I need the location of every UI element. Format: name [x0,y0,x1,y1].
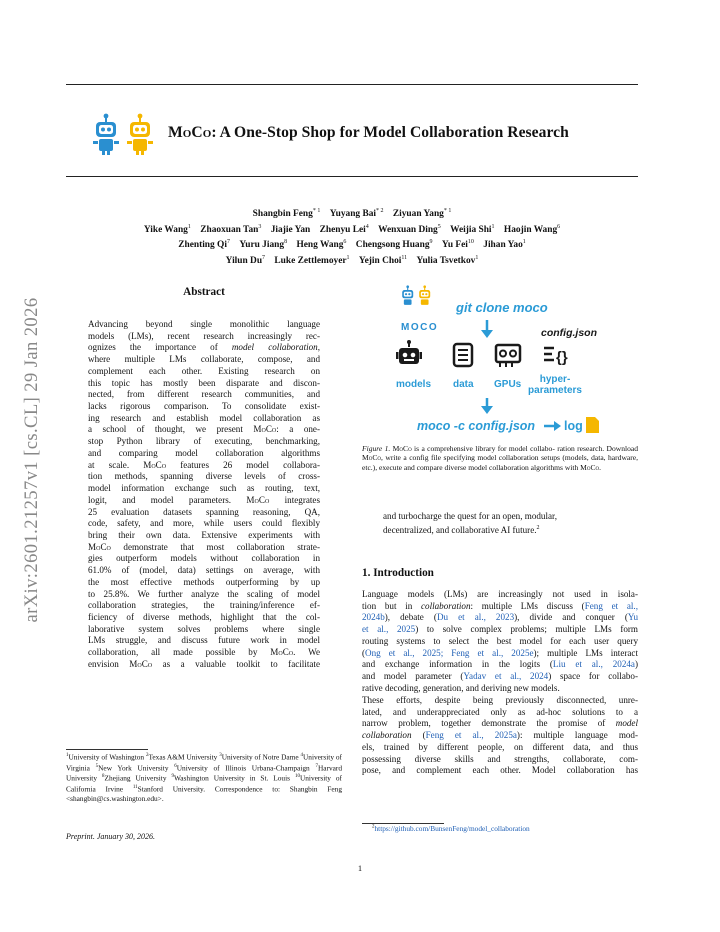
document-data-icon [454,344,472,366]
citation-link[interactable]: Yadav et al., 2024 [463,671,549,682]
author-name: Heng Wang [296,240,344,251]
abstract-line: tion methods, spanning diverse levels of cross- [88,471,320,482]
section-heading-introduction: 1. Introduction [362,567,434,579]
abstract-line: and comparing model collaboration algorithms [88,447,320,458]
abstract-line: lacks rigorous comparison. To consolidate exist- [88,401,320,412]
moco-logo-icon [402,285,430,304]
hyperparameters-icon [544,348,568,366]
citation-link[interactable]: Feng et al., 2025a [425,730,517,741]
author-name: Yu Fei [441,240,468,251]
paragraph-line: et al., 2025) to solve complex problems; multiple LMs form [362,624,638,635]
abstract-line: ognizes the importance of model collaboration, [88,342,320,353]
author-name: Ziyuan Yang [392,209,444,220]
abstract-line: collaboration, all made possible by MoCo. We [88,647,320,658]
paragraph-line: and exchange information in the logits (Liu et al., 2024a) [362,659,638,670]
abstract-line: stop Python library of executing, benchmarking, [88,436,320,447]
author-name: Weijia Shi [450,224,492,235]
abstract-line: nected, from different research communities, and [88,389,320,400]
affiliations-footnote: $^1$University of Washington $^2$Texas A&M University $^3$University of Notre Dame $^4$University of Virginia $^5$New York University $^6$University of Illinois Urbana-Champaign $^7$Harvard University $^8$Zhejiang University $^9$Washington University in St. Louis $^{10}$University of California Irvine $^{11}$Stanford University. Correspondence to: Shangbin Feng <shangbin@cs.washington.edu>. [66,752,342,803]
hyper-label: hyper- [539,374,571,385]
git-clone-label: git clone moco [456,300,548,315]
abstract-line: gies outperform models without collaboration in [88,553,320,564]
page-number: 1 [357,863,363,873]
paragraph-line: These efforts, despite being previously disconnected, unre- [362,695,638,705]
paper-title: MoCo: A One-Stop Shop for Model Collaboration Research [168,124,569,141]
run-command-label: moco -c config.json [417,419,536,433]
models-label: models [396,379,432,390]
config-json-label: config.json [541,327,597,339]
abstract-heading: Abstract [183,286,225,298]
abstract-line: to 25.8%. We further analyze the scaling of model [88,588,320,599]
paragraph-line: and model parameter (Yadav et al., 2024) space for collabo- [362,671,638,682]
paragraph-line: possessing diverse skills and strengths, collaborate, com- [362,753,638,764]
preprint-note: Preprint. January 30, 2026. [66,832,156,841]
data-label: data [453,379,474,390]
figure-1 [362,282,638,438]
author-name: Haojin Wang [503,224,558,235]
citation-link[interactable]: 2024b [362,612,385,623]
abstract-line: MoCo demonstrate that most collaboration strate- [88,541,320,552]
paragraph-line: lated, and underappreciated only as ad-hoc solutions to a [362,706,638,717]
abstract-line: where multiple LMs collaborate, compose, and [88,354,320,365]
author-list [66,205,638,267]
abstract-line: code, safety, and more, while users could flexibly [88,518,320,529]
author-name: Yuru Jiang [239,240,285,251]
paragraph-line: rative decoding, generation, and deriving new models. [362,682,560,693]
abstract-line: bring their own data. Extensive experiments with [88,529,320,540]
citation-link[interactable]: Ong et al., 2025; Feng et al., 2025e [365,647,534,658]
paragraph-line: routing systems to select the best model for each user query [362,635,638,646]
intro-paragraph-2 [362,695,638,777]
intro-paragraph-1 [362,589,638,694]
robot-logo-icon [92,111,158,155]
footnote-rule [66,749,148,750]
github-footnote: $^2$https://github.com/BunsenFeng/model_collaboration [372,824,530,833]
author-name: Jihan Yao [483,240,523,251]
author-line: Shangbin Feng$^{* 1}$ Yuyang Bai$^{* 2}$ Ziyuan Yang$^{* 1}$ [252,208,452,220]
author-name: Jiajie Yan [270,224,311,235]
citation-link[interactable]: Du et al., 2023 [436,612,515,623]
arxiv-watermark: arXiv:2601.21257v1 [cs.CL] 29 Jan 2026 [21,296,42,623]
title-row [92,110,640,156]
abstract-line: ficiency of diverse methods, highlight that the col- [88,611,320,622]
citation-link[interactable]: et al., 2025 [362,624,416,635]
citation-link[interactable]: Yu [627,612,638,623]
abstract-line: the most effective methods outperforming by up [88,576,320,587]
abstract-line: laborative system solves problems where single [88,623,320,634]
abstract-line: a school of thought, we present MoCo: a one- [88,424,320,435]
paragraph-line: tion but in collaboration: multiple LMs discuss (Feng et al., [362,600,638,611]
author-line: Yilun Du$^7$ Luke Zettlemoyer$^1$ Yejin Choi$^{11}$ Yulia Tsvetkov$^1$ [225,254,479,266]
abstract-line: 25 evaluation datasets spanning reasoning, QA, [88,506,320,517]
abstract-line: this topic has mostly been disparate and discon- [88,377,320,388]
author-name: Zhenting Qi [178,240,227,251]
citation-link[interactable]: Feng et al., [584,600,638,611]
robot-model-icon [396,340,422,364]
author-name: Yejin Choi [358,255,402,266]
github-link[interactable]: https://github.com/BunsenFeng/model_collaboration [374,824,530,833]
gpu-chip-icon [496,345,520,367]
author-name: Yulia Tsvetkov [416,255,476,266]
author-name: Shangbin Feng [252,209,313,220]
citation-link[interactable]: Liu et al., 2024a [552,659,635,670]
arrow-right-icon [544,421,561,431]
figure-caption: Figure 1. MoCo is a comprehensive library for model collabo- ration research. Download MoCo, write a config file specifying model collaboration setups (models, data, hardware, etc.), execute and compare diverse model collaboration algorithms with MoCo. [362,444,638,472]
abstract-line: logit, and model parameters. MoCo integrates [88,494,320,505]
author-name: Yuyang Bai [329,209,376,220]
author-name: Wenxuan Ding [378,224,438,235]
parameters-label: parameters [528,385,582,396]
paragraph-line: narrow problem, together demonstrate the promise of model [362,718,638,729]
log-file-icon [586,417,599,433]
abstract-body [88,319,320,671]
abstract-line: 61.0% of (model, data) settings on average, with [88,565,320,576]
author-name: Yilun Du [225,255,263,266]
moco-logo-text: MOCO [401,322,439,333]
paragraph-line: collaboration (Feng et al., 2025a): multiple language mod- [362,730,639,741]
abstract-line: envision MoCo as a valuable toolkit to facilitate [88,658,320,669]
author-name: Zhenyu Lei [319,224,366,235]
arrow-down-icon [481,320,493,338]
abstract-line: Advancing beyond single monolithic language [88,319,320,329]
abstract-line: at scale. MoCo features 26 model collabora- [88,459,320,470]
top-rule [66,84,638,85]
svg-text:{}: {} [556,349,568,366]
paragraph-line: (Ong et al., 2025; Feng et al., 2025e); multiple LMs interact [362,647,638,658]
author-name: Yike Wang [143,224,188,235]
abstract-continuation: and turbocharge the quest for an open, modular, decentralized, and collaborative AI future.$^2$ [383,511,557,535]
author-name: Zhaoxuan Tan [200,224,259,235]
arrow-down-icon [481,398,493,414]
paragraph-line: els, trained by different people, on different data, and thus [362,741,638,752]
paragraph-line: 2024b), debate (Du et al., 2023), divide and conquer (Yu [362,612,638,623]
abstract-line: collaboration strategies, the training/inference ef- [88,600,320,611]
gpus-label: GPUs [494,379,522,390]
abstract-line: complement each other. Existing research on [88,365,320,376]
log-label: log [564,419,583,433]
abstract-line: LMs struggle, and discuss future work in model [88,635,320,646]
paragraph-line: Language models (LMs) are increasingly not used in isola- [362,589,638,599]
author-line: Zhenting Qi$^7$ Yuru Jiang$^8$ Heng Wang$^6$ Chengsong Huang$^9$ Yu Fei$^{10}$ Jihan Yao$^1$ [178,239,526,251]
paragraph-line: pose, and complement each other. Model collaboration has [362,765,638,776]
abstract-line: ing research and establish model collaboration as [88,412,320,423]
abstract-line: model information exchange such as routing, text, [88,483,320,494]
author-line: Yike Wang$^1$ Zhaoxuan Tan$^3$ Jiajie Yan Zhenyu Lei$^4$ Wenxuan Ding$^5$ Weijia Shi$^1$ Haojin Wang$^6$ [143,223,561,235]
title-bottom-rule [66,176,638,177]
author-name: Luke Zettlemoyer [274,255,347,266]
author-name: Chengsong Huang [355,240,430,251]
abstract-line: models (LMs), recent research increasingly rec- [88,330,320,341]
